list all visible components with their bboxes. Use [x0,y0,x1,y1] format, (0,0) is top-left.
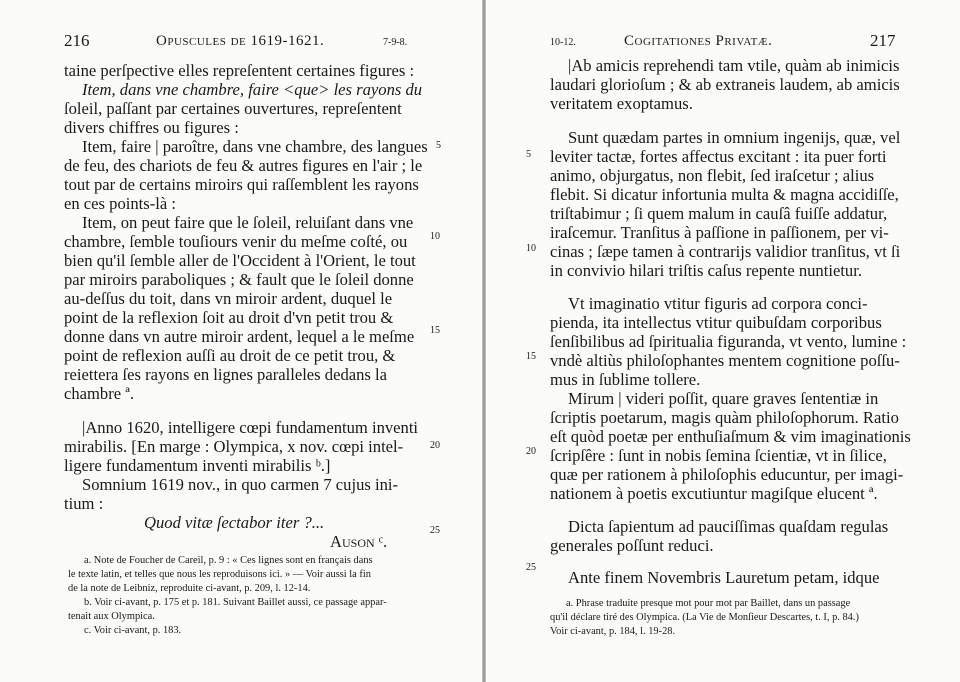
line-number: 25 [526,562,536,573]
running-title-right: Cogitationes Privatæ. [624,33,773,49]
footnote-line: qu'il déclare tiré des Olympica. (La Vie de Monſieur Descartes, t. I, p. 84.) [550,612,859,623]
line-number: 15 [430,325,440,336]
text-line: point de la reflexion ſoit au droit d'vn petit trou & [64,308,394,327]
text-line: en ces points-là : [64,194,176,213]
footnote-line: c. Voir ci-avant, p. 183. [84,625,182,636]
footnote-line: Voir ci-avant, p. 184, l. 19-28. [550,626,676,637]
line-number: 20 [430,440,440,451]
right-page [486,0,960,682]
text-line: laudari glorioſum ; & ab extraneis laudem, ab amicis [550,75,900,94]
text-line: ſcripſêre : ſunt in nobis ſemina ſcientiæ, vt in ſilice, [550,446,887,465]
line-number: 10 [430,231,440,242]
text-line: mus in ſublime tollere. [550,370,701,389]
text-line: donne dans vn autre miroir ardent, lequel a le meſme [64,327,415,346]
text-line: |Ab amicis reprehendi tam vtile, quàm ab inimicis [568,56,900,75]
text-line: bien qu'il ſemble aller de l'Occident à l'Orient, le tout [64,251,416,270]
text-line: pienda, ita intellectus vtitur quibuſdam corporibus [550,313,882,332]
running-line-ref-right: 10-12. [550,37,576,48]
text-line: iraſcemur. Tranſitus à paſſione in paſſionem, per vi- [550,223,889,242]
text-line: Item, on peut faire que le ſoleil, reluiſant dans vne [82,213,414,232]
text-line: Quod vitæ ſectabor iter ?... [144,513,325,532]
text-line: Somnium 1619 nov., in quo carmen 7 cujus ini- [82,475,399,494]
footnote-line: a. Phrase traduite presque mot pour mot par Baillet, dans un passage [566,598,851,609]
footnote-line: tenait aux Olympica. [68,611,155,622]
text-line: par miroirs paraboliques ; & fault que le ſoleil donne [64,270,414,289]
line-number: 15 [526,351,536,362]
text-line: tium : [64,494,104,513]
text-line: ſcriptis poetarum, magis quàm philoſophorum. Ratio [550,408,899,427]
footnote-line: le texte latin, et telles que nous les reproduisons ici. » — Voir aussi la fin [68,569,371,580]
text-line: chambre, ſemble touſiours venir du meſme coſté, ou [64,232,408,251]
text-line: Item, faire | paroître, dans vne chambre, des langues [82,137,428,156]
text-line: animo, objurgatus, non flebit, ſed iraſcetur ; alius [550,166,875,185]
text-line: |Anno 1620, intelligere cœpi fundamentum inventi [82,418,419,437]
text-line: reiettera ſes rayons en lignes paralleles dedans la [64,365,387,384]
line-number: 5 [436,140,441,151]
text-line: nationem à poetis excutiuntur magiſque elucent ª. [550,484,878,503]
line-number: 20 [526,446,536,457]
text-line: veritatem exoptamus. [550,94,693,113]
text-line: divers chiffres ou figures : [64,118,239,137]
text-line: generales poſſunt reduci. [550,536,714,555]
text-line: ſenſibilibus ad ſpiritualia figuranda, vt vento, lumine : [550,332,907,351]
text-line: point de reflexion auſſi au droit de ce petit trou, & [64,346,396,365]
text-line: cinas ; ſæpe tamen à contrarijs validior tranſitus, vt ſi [550,242,901,261]
text-line: au-deſſus du toit, dans vn miroir ardent, duquel le [64,289,393,308]
text-line: tout par de certains miroirs qui raſſemblent les rayons [64,175,419,194]
text-line: Sunt quædam partes in omnium ingenijs, quæ, vel [568,128,901,147]
text-line: chambre ª. [64,384,134,403]
running-line-ref-left: 7-9-8. [383,37,408,48]
line-number: 10 [526,243,536,254]
text-line: quæ per rationem à philoſophis educuntur, per imagi- [550,465,904,484]
page-number-right: 217 [870,31,896,50]
text-line: leviter tactæ, fortes affectus excitant : ita puer forti [550,147,887,166]
text-line: vndè altiùs philoſophantes mentem cognitione poſſu- [550,351,900,370]
text-line: ſoleil, paſſant par certaines ouvertures, repreſentent [64,99,402,118]
text-line: eſt quòd poetæ per enthuſiaſmum & vim imaginationis [550,427,911,446]
footnote-line: de la note de Leibniz, reproduite ci-avant, p. 209, l. 12-14. [68,583,311,594]
footnote-line: b. Voir ci-avant, p. 175 et p. 181. Suivant Baillet aussi, ce passage appar- [84,597,387,608]
text-line: flebit. Si dicatur infortunia multa & magna accidiſſe, [550,185,899,204]
text-line: mirabilis. [En marge : Olympica, x nov. cœpi intel- [64,437,404,456]
text-line: Auson ᶜ. [330,532,388,551]
text-line: Mirum | videri poſſit, quare graves ſententiæ in [568,389,879,408]
text-line: ligere fundamentum inventi mirabilis ᵇ.] [64,456,331,475]
text-line: Dicta ſapientum ad pauciſſimas quaſdam regulas [568,517,889,536]
text-line: taine perſpective elles repreſentent certaines figures : [64,61,415,80]
text-line: in convivio hilari triſtis caſus repente nuntietur. [550,261,862,280]
running-title-left: Opuscules de 1619-1621. [156,33,325,49]
line-number: 5 [526,149,531,160]
text-line: Vt imaginatio vtitur figuris ad corpora conci- [568,294,868,313]
line-number: 25 [430,525,440,536]
text-line: Ante finem Novembris Lauretum petam, idque [568,568,880,587]
footnote-line: a. Note de Foucher de Careil, p. 9 : « Ces lignes sont en français dans [84,555,373,566]
text-line: Item, dans vne chambre, faire <que> les rayons du [82,80,423,99]
text-line: triſtabimur ; ſi quem malum in cauſâ fuiſſe addatur, [550,204,888,223]
page-number-left: 216 [64,31,90,50]
text-line: de feu, des chariots de feu & autres figures en l'air ; le [64,156,423,175]
